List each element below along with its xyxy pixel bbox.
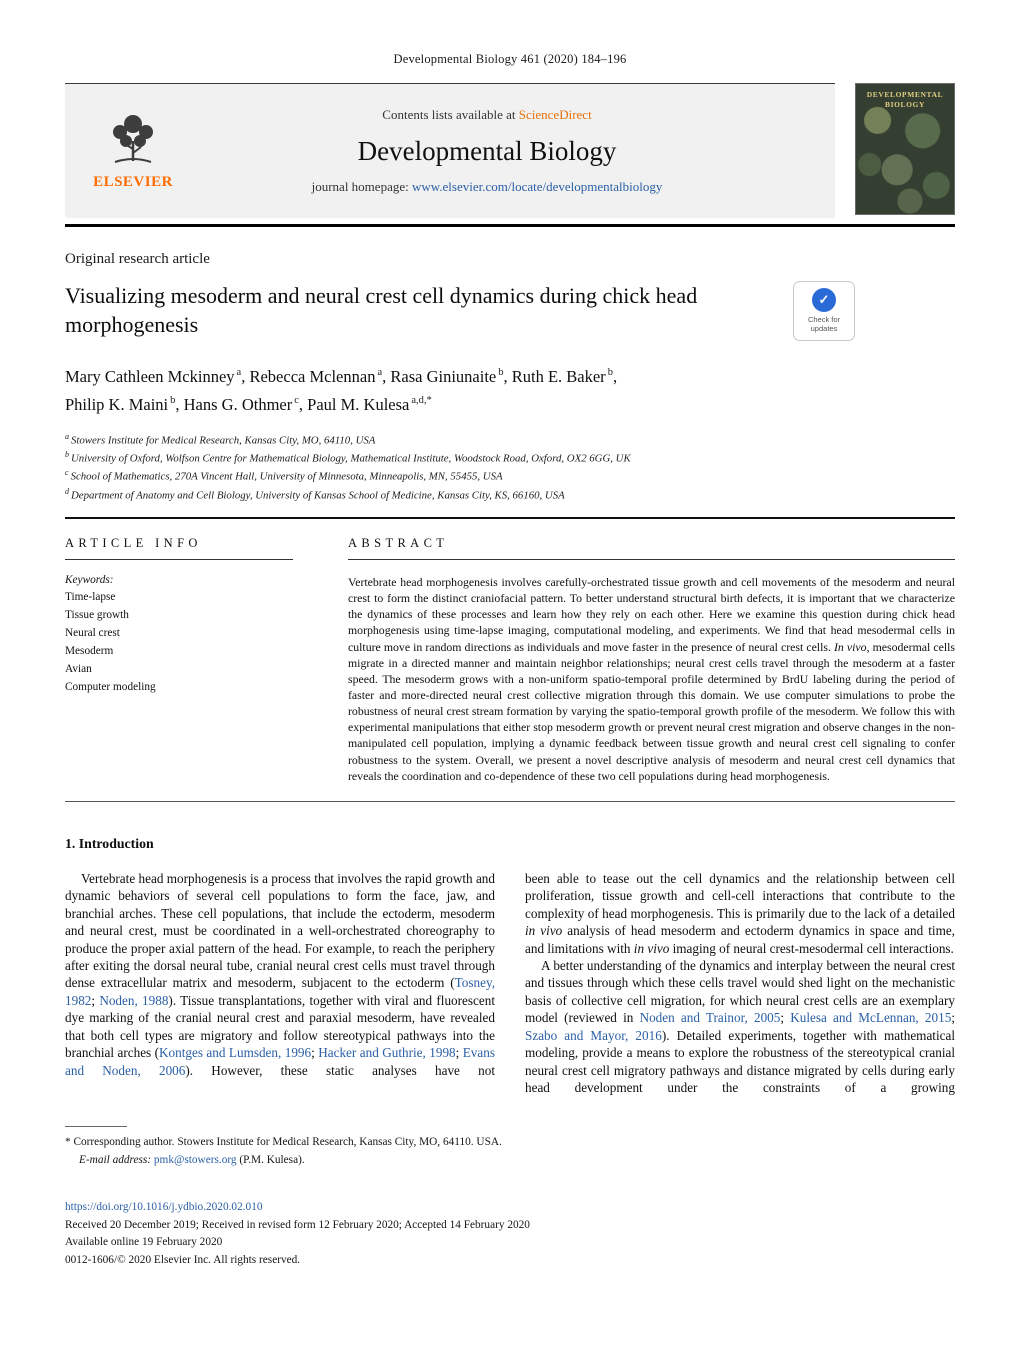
- abstract-header: ABSTRACT: [348, 536, 955, 560]
- crossmark-icon: ✓: [812, 288, 836, 312]
- affiliation-line: [65, 431, 955, 449]
- homepage-line: [185, 179, 789, 195]
- text-segment: ). Detailed experiments, together with mathematical modeling, provide a means to explore the robustness of the stereotypical cranial neural crest cell migratory pathways and distance migrated by cells during early head development under the constraints of a growing: [525, 1027, 955, 1095]
- keyword-item: Tissue growth: [65, 608, 129, 621]
- affiliation-sup: d: [65, 486, 69, 496]
- keywords-label: Keywords:: [65, 573, 114, 586]
- affiliation-sup: c: [65, 468, 69, 478]
- affiliation-text: Department of Anatomy and Cell Biology, University of Kansas School of Medicine, Kansas City, KS, 66160, USA: [71, 489, 565, 502]
- author-affiliation-sup: a: [377, 367, 383, 378]
- check-updates-badge[interactable]: [793, 281, 855, 341]
- sciencedirect-link[interactable]: ScienceDirect: [518, 107, 592, 122]
- right-column: [525, 870, 955, 1096]
- page-citation: Developmental Biology 461 (2020) 184–196: [393, 52, 627, 66]
- affiliation-line: [65, 467, 955, 485]
- citation-link[interactable]: Noden and Trainor, 2005: [639, 1010, 781, 1026]
- author-name: Paul M. Kulesa: [307, 394, 410, 414]
- text-segment: been able to tease out the cell dynamics and the relationship between cell proliferation, tissue growth and cell-cell interactions that contribute to the complexity of head morphogenesis. This is primarily due to the lack of a detailed: [525, 870, 955, 921]
- email-label: E-mail address:: [79, 1153, 152, 1166]
- cover-title-label: DEVELOPMENTAL BIOLOGY: [866, 90, 944, 110]
- author-affiliation-sup: b: [607, 367, 613, 378]
- copyright-line: 0012-1606/© 2020 Elsevier Inc. All rights reserved.: [65, 1253, 301, 1266]
- email-link[interactable]: pmk@stowers.org: [153, 1153, 237, 1166]
- author-name: Rasa Giniunaite: [390, 366, 497, 386]
- author-affiliation-sup: a: [236, 367, 242, 378]
- introduction-body: [65, 870, 955, 1096]
- available-online-line: Available online 19 February 2020: [65, 1236, 223, 1249]
- header-divider: [65, 224, 955, 227]
- citation-link[interactable]: Noden, 1988: [99, 992, 169, 1008]
- journal-homepage-link[interactable]: www.elsevier.com/locate/developmentalbiology: [411, 179, 663, 194]
- email-suffix: (P.M. Kulesa).: [236, 1153, 305, 1166]
- citation-link[interactable]: Hacker and Guthrie, 1998: [318, 1045, 456, 1061]
- abstract-column: [348, 536, 955, 784]
- citation-link[interactable]: Kulesa and McLennan, 2015: [790, 1010, 952, 1026]
- author-separator: ,: [241, 366, 250, 386]
- text-segment: analysis of head mesoderm and ectoderm dynamics in space and time, and limitations with: [525, 923, 955, 956]
- keyword-item: Neural crest: [65, 627, 120, 640]
- journal-cover-thumbnail: [855, 83, 955, 215]
- elsevier-tree-logo-icon: [106, 111, 160, 172]
- text-segment: A better understanding of the dynamics and interplay between the neural crest and tissues through which these cells travel would shed light on the mechanistic basis of collective cell migration, for which neural crest cells are an exemplary model (reviewed in: [525, 958, 955, 1026]
- italic-term: in vivo: [525, 923, 563, 939]
- affiliation-line: [65, 486, 955, 504]
- affiliation-line: [65, 449, 955, 467]
- body-divider: [65, 801, 955, 802]
- info-abstract-section: [65, 519, 955, 784]
- text-segment: Vertebrate head morphogenesis involves carefully-orchestrated tissue growth and cell movements of the mesoderm and neural crest to form the distinct craniofacial pattern. To better understand structural birth defects, it is important that we characterize the dynamics of these processes and learn how they rely on each other. Here we examine this question during chick head morphogenesis using time-lapse imaging, computational modeling, and experiments. We find that head mesodermal cells in culture move in random directions as individuals and move faster in the presence of neural crest cells.: [348, 574, 955, 654]
- text-segment: ). However, these static analyses have not: [185, 1062, 495, 1078]
- author-affiliation-sup: a,d,*: [411, 395, 432, 407]
- text-segment: ;: [91, 992, 100, 1008]
- text-segment: , mesodermal cells migrate in a directed manner and maintain neighbor relationships; neural crest cells travel through the mesoderm at a faster speed. The mesoderm grows with a non-uniform spatio-temporal profile determined by BrdU labeling during the period of faster and more-directed neural crest collective migration through this domain. We use computer simulations to probe the robustness of neural crest stream formation by varying the spatio-temporal growth profile of the mesoderm. We follow this with experimental manipulations that either stop mesoderm growth or prevent neural crest migration and observe changes in the non-manipulated cell population, implying a dynamic feedback between tissue growth and neural crest cell signaling to confer robustness to the system. Overall, we present a novel descriptive analysis of mesoderm and neural crest cell dynamics that reveals the coordination and co-dependence of these two cell populations during head morphogenesis.: [348, 639, 955, 783]
- left-column: [65, 870, 495, 1096]
- author-name: Rebecca Mclennan: [249, 366, 376, 386]
- contents-prefix: Contents lists available at: [382, 107, 519, 122]
- author-separator: ,: [298, 394, 308, 414]
- journal-title: Developmental Biology: [357, 136, 617, 166]
- keyword-item: Computer modeling: [65, 681, 156, 694]
- author-separator: ,: [503, 366, 512, 386]
- text-segment: ;: [455, 1045, 463, 1061]
- author-name: Philip K. Maini: [65, 394, 169, 414]
- banner-center: [185, 107, 819, 195]
- text-segment: ). Tissue transplantations, together with viral and fluorescent dye marking of the cranial neural crest and paraxial mesoderm, have revealed that both cell types are migratory and follow stereotypical pathways into the branchial arches (: [65, 992, 495, 1061]
- footnote-rule: [65, 1126, 127, 1127]
- imprint-block: [65, 1199, 955, 1269]
- italic-term: In vivo: [834, 639, 867, 654]
- author-separator: ,: [612, 366, 618, 386]
- paragraph: [525, 957, 955, 1096]
- text-segment: ;: [311, 1045, 319, 1061]
- author-name: Mary Cathleen Mckinney: [65, 366, 235, 386]
- affiliation-sup: b: [65, 449, 69, 459]
- contents-line: [185, 107, 789, 123]
- paragraph: [65, 870, 495, 1079]
- citation-link[interactable]: Kontges and Lumsden, 1996: [159, 1045, 312, 1061]
- affiliation-text: University of Oxford, Wolfson Centre for Mathematical Biology, Mathematical Institute, Woodstock Road, Oxford, OX2 6GG, UK: [71, 452, 631, 465]
- section-heading: 1. Introduction: [65, 835, 154, 851]
- footnote-block: [65, 1126, 955, 1169]
- text-segment: Vertebrate head morphogenesis is a process that involves the rapid growth and dynamic behaviors of several cell populations to form the face, jaw, and branchial arches. These cell populations, that include the ectoderm, mesoderm and neural crest, must be coordinated in a well-orchestrated choreography to produce the proper axial pattern of the head. For example, to reach the periphery after exiting the dorsal neural tube, cranial neural crest cells must travel through dense extracellular matrix and mesoderm, subjacent to the ectoderm (: [65, 870, 495, 991]
- paragraph: [525, 870, 955, 957]
- affiliation-sup: a: [65, 431, 69, 441]
- author-separator: ,: [175, 394, 184, 414]
- article-title: Visualizing mesoderm and neural crest cell dynamics during chick head morphogenesis: [65, 282, 698, 337]
- author-separator: ,: [382, 366, 391, 386]
- keyword-item: Time-lapse: [65, 590, 116, 603]
- citation-link[interactable]: Szabo and Mayor, 2016: [525, 1027, 662, 1043]
- author-affiliation-sup: c: [294, 395, 299, 407]
- italic-term: in vivo: [633, 940, 670, 956]
- doi-link[interactable]: https://doi.org/10.1016/j.ydbio.2020.02.010: [65, 1201, 263, 1214]
- article-info-column: [65, 536, 293, 784]
- author-affiliation-sup: b: [170, 395, 176, 407]
- citation-link[interactable]: Tosney, 1982: [65, 975, 495, 1008]
- author-name: Hans G. Othmer: [183, 394, 293, 414]
- author-name: Ruth E. Baker: [511, 366, 606, 386]
- email-line: [65, 1152, 955, 1170]
- elsevier-logo[interactable]: [81, 111, 185, 191]
- author-affiliation-sup: b: [498, 367, 504, 378]
- affiliation-text: Stowers Institute for Medical Research, Kansas City, MO, 64110, USA: [71, 434, 376, 447]
- author-list: [65, 363, 955, 419]
- text-segment: imaging of neural crest-mesodermal cell interactions.: [669, 940, 954, 956]
- article-type-label: Original research article: [65, 250, 210, 267]
- affiliation-text: School of Mathematics, 270A Vincent Hall, University of Minnesota, Minneapolis, MN, 55455, USA: [70, 470, 503, 483]
- text-segment: ;: [951, 1010, 955, 1026]
- affiliation-list: [65, 431, 955, 504]
- text-segment: ;: [780, 1010, 791, 1026]
- journal-banner: [65, 83, 955, 218]
- banner-box: [65, 83, 835, 218]
- citation-link[interactable]: Evans and Noden, 2006: [65, 1045, 495, 1078]
- corresponding-author-note: * Corresponding author. Stowers Institute for Medical Research, Kansas City, MO, 64110. USA.: [65, 1136, 502, 1149]
- homepage-prefix: journal homepage:: [311, 179, 412, 194]
- article-info-header: ARTICLE INFO: [65, 536, 293, 560]
- received-line: Received 20 December 2019; Received in revised form 12 February 2020; Accepted 14 February 2020: [65, 1218, 530, 1231]
- keyword-item: Mesoderm: [65, 645, 114, 658]
- check-updates-label: Check for updates: [807, 314, 841, 333]
- abstract-text: [348, 574, 955, 784]
- elsevier-wordmark: ELSEVIER: [93, 174, 173, 190]
- keyword-item: Avian: [65, 663, 92, 676]
